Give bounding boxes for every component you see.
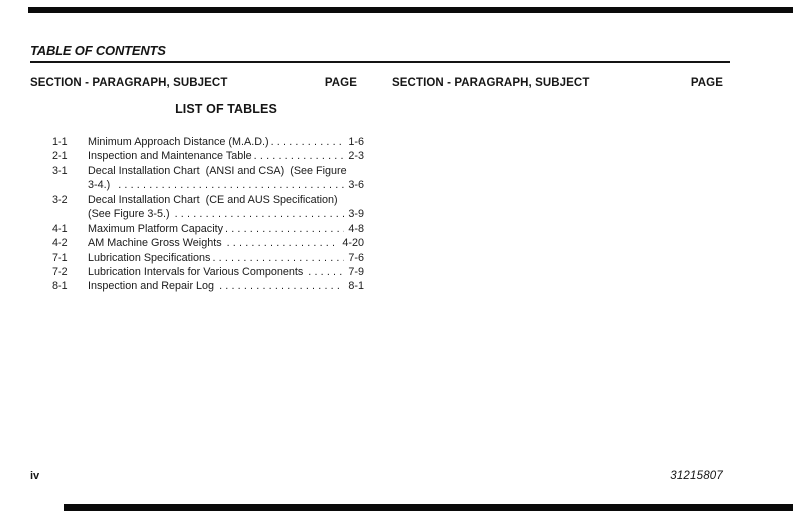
entry-row [52,279,364,293]
entry-row [52,251,364,265]
entry-title: Minimum Approach Distance (M.A.D.) [88,136,269,148]
entry-page: 3-9 [348,208,364,221]
entry-row [52,149,364,163]
column-header-subject: SECTION - PARAGRAPH, SUBJECT [392,77,590,89]
entry-title: Lubrication Intervals for Various Components [88,265,307,278]
entry-page: 2-3 [348,150,364,163]
entry-number: 3-2 [52,193,68,206]
entry-number: 2-1 [52,150,68,163]
entry-title: Maximum Platform Capacity [88,222,223,235]
entry-page: 4-8 [348,222,364,235]
dot-leader [116,178,344,192]
entry-title: Decal Installation Chart (CE and AUS Specification) [88,193,338,206]
dot-leader [225,236,339,250]
entry-number: 7-2 [52,265,68,278]
entry-row [52,265,364,279]
dot-leader [252,149,345,163]
entry-page: 7-6 [348,251,364,264]
entry-title: AM Machine Gross Weights [88,237,225,250]
entry-title: Decal Installation Chart (ANSI and CSA) (See Figure [88,164,347,177]
list-of-tables-heading: LIST OF TABLES [175,102,277,116]
entry-row [52,236,364,250]
entry-number: 7-1 [52,251,68,264]
dot-leader [210,251,344,265]
entry-number: 3-1 [52,164,68,177]
entry-row-continuation [52,178,364,192]
entry-page: 8-1 [348,280,364,293]
entry-number: 4-2 [52,237,68,250]
entry-title-continuation: (See Figure 3-5.) [88,208,173,221]
entry-page: 3-6 [348,179,364,192]
toc-column-header-left [30,77,357,89]
entry-row [52,193,364,207]
dot-leader [173,207,345,221]
dot-leader [306,265,344,279]
entry-row [52,135,364,149]
toc-column-header-right [392,77,723,89]
entry-title: Inspection and Repair Log [88,280,218,293]
entry-number: 4-1 [52,222,68,235]
document-number: 31215807 [670,470,723,482]
scan-artifact-bottom-bar [64,504,793,511]
column-header-page: PAGE [690,77,723,89]
entry-number: 8-1 [52,280,68,293]
entry-number: 1-1 [52,136,68,148]
entry-title: Inspection and Maintenance Table [88,150,252,163]
column-header-page: PAGE [324,77,357,89]
entry-row [52,222,364,236]
entry-page: 1-6 [348,136,364,148]
title-rule-divider [30,61,730,63]
entry-row-continuation [52,207,364,221]
page-title: TABLE OF CONTENTS [30,43,166,58]
column-header-subject: SECTION - PARAGRAPH, SUBJECT [30,77,228,89]
page-number: iv [30,470,40,482]
dot-leader [223,222,344,236]
dot-leader [217,279,344,293]
entry-title-continuation: 3-4.) [88,179,117,192]
entry-title: Lubrication Specifications [88,251,211,264]
list-of-tables-entries [52,135,364,294]
entry-page: 4-20 [342,237,364,250]
entry-row [52,164,364,178]
scan-artifact-top-bar [28,7,793,13]
dot-leader [269,135,345,149]
entry-page: 7-9 [348,265,364,278]
